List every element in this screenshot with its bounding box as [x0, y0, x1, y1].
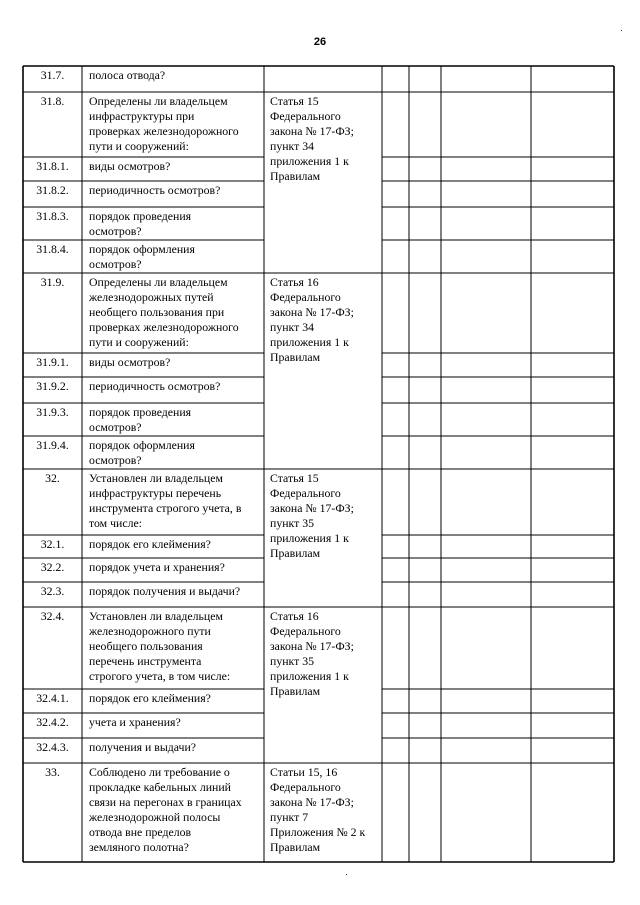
- question-text: Установлен ли владельцем инфраструктуры перечень инструмента строгого учета, в том числе:: [89, 471, 242, 530]
- item-number: 32.4.3.: [36, 740, 69, 754]
- item-number: 31.8.3.: [36, 209, 69, 223]
- scan-speck: [621, 30, 622, 31]
- question-text: порядок получения и выдачи?: [89, 584, 241, 598]
- question-text: виды осмотров?: [89, 355, 171, 369]
- question-text: учета и хранения?: [89, 715, 181, 729]
- legal-reference: Статья 16 Федерального закона № 17-ФЗ; пункт 35 приложения 1 к Правилам: [270, 609, 354, 698]
- question-text: виды осмотров?: [89, 159, 171, 173]
- item-number: 32.4.2.: [36, 715, 69, 729]
- item-number: 31.9.: [40, 275, 65, 289]
- question-text: порядок его клеймения?: [89, 537, 211, 551]
- page-number: 26: [313, 36, 327, 48]
- question-text: периодичность осмотров?: [89, 379, 221, 393]
- item-number: 32.4.: [40, 609, 65, 623]
- question-text: Соблюдено ли требование о прокладке кабельных линий связи на перегонах в границах железнодорожной полосы отвода вне пределов земляного полотна?: [89, 765, 242, 854]
- item-number: 31.9.4.: [36, 438, 69, 452]
- item-number: 33.: [45, 765, 60, 779]
- question-text: получения и выдачи?: [89, 740, 197, 754]
- item-number: 31.9.3.: [36, 405, 69, 419]
- question-text: порядок оформления осмотров?: [89, 438, 195, 467]
- item-number: 32.: [45, 471, 60, 485]
- item-number: 31.9.1.: [36, 355, 69, 369]
- item-number: 32.1.: [40, 537, 65, 551]
- question-text: порядок его клеймения?: [89, 691, 211, 705]
- item-number: 32.4.1.: [36, 691, 69, 705]
- question-text: периодичность осмотров?: [89, 183, 221, 197]
- legal-reference: Статьи 15, 16 Федерального закона № 17-ФЗ; пункт 7 Приложения № 2 к Правилам: [270, 765, 366, 854]
- question-text: Определены ли владельцем железнодорожных путей необщего пользования при проверках железнодорожного пути и сооружений:: [89, 275, 239, 349]
- legal-reference: Статья 15 Федерального закона № 17-ФЗ; пункт 35 приложения 1 к Правилам: [270, 471, 354, 560]
- question-text: порядок оформления осмотров?: [89, 242, 195, 271]
- item-number: 31.8.1.: [36, 159, 69, 173]
- item-number: 32.2.: [40, 560, 65, 574]
- item-number: 31.8.2.: [36, 183, 69, 197]
- legal-reference: Статья 16 Федерального закона № 17-ФЗ; пункт 34 приложения 1 к Правилам: [270, 275, 354, 364]
- scan-speck: [346, 874, 347, 875]
- item-number: 31.9.2.: [36, 379, 69, 393]
- question-text: Определены ли владельцем инфраструктуры при проверках железнодорожного пути и сооружений:: [89, 94, 239, 153]
- question-text: полоса отвода?: [89, 68, 166, 82]
- item-number: 31.8.4.: [36, 242, 69, 256]
- question-text: порядок проведения осмотров?: [89, 405, 192, 434]
- item-number: 32.3.: [40, 584, 65, 598]
- question-text: Установлен ли владельцем железнодорожного пути необщего пользования перечень инструмента строгого учета, в том числе:: [89, 609, 231, 683]
- legal-reference: Статья 15 Федерального закона № 17-ФЗ; пункт 34 приложения 1 к Правилам: [270, 94, 354, 183]
- item-number: 31.7.: [40, 68, 65, 82]
- question-text: порядок проведения осмотров?: [89, 209, 192, 238]
- question-text: порядок учета и хранения?: [89, 560, 225, 574]
- item-number: 31.8.: [40, 94, 65, 108]
